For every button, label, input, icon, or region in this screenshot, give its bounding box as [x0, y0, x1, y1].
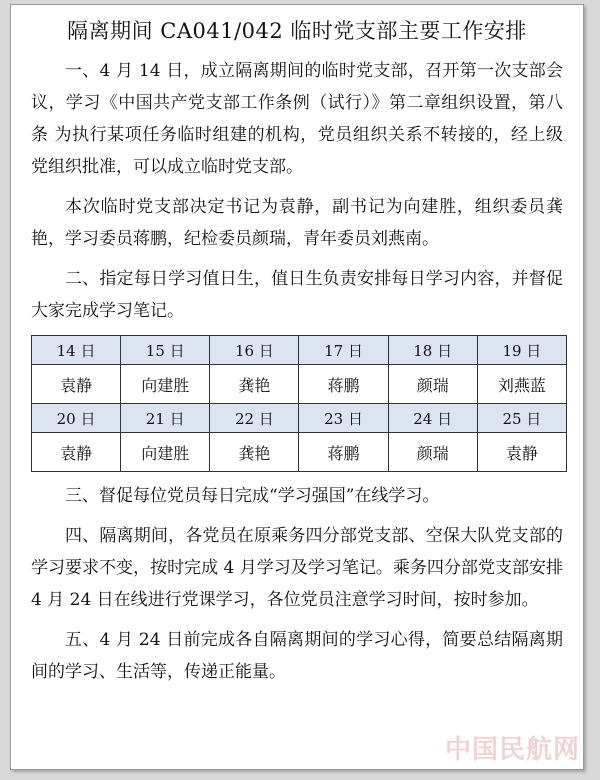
document-page	[10, 4, 584, 770]
date-cell: 16 日	[210, 336, 299, 365]
name-cell: 向建胜	[121, 433, 210, 472]
paragraph-3: 二、指定每日学习值日生，值日生负责安排每日学习内容，并督促大家完成学习笔记。	[31, 269, 563, 321]
duty-schedule-table	[31, 335, 567, 472]
name-cell: 颜瑞	[388, 365, 477, 404]
document-title: 隔离期间 CA041/042 临时党支部主要工作安排	[67, 19, 527, 43]
name-cell: 袁静	[477, 433, 566, 472]
date-cell: 15 日	[121, 336, 210, 365]
date-cell: 22 日	[210, 404, 299, 433]
date-cell: 25 日	[477, 404, 566, 433]
paragraph-2: 本次临时党支部决定书记为袁静，副书记为向建胜，组织委员龚艳，学习委员蒋鹏，纪检委员颜瑞，青年委员刘燕南。	[31, 197, 563, 249]
table-row-dates-week2	[32, 404, 567, 433]
name-cell: 颜瑞	[388, 433, 477, 472]
table-row-names-week2	[32, 433, 567, 472]
date-cell: 23 日	[299, 404, 388, 433]
site-watermark: 中国民航网	[444, 735, 580, 765]
paragraph-1: 一、4 月 14 日，成立隔离期间的临时党支部，召开第一次支部会议，学习《中国共产党支部工作条例（试行）》第二章组织设置，第八条 为执行某项任务临时组建的机构，党员组织关系不转接的，经上级党组织批准，可以成立临时党支部。	[31, 61, 563, 177]
paragraph-6: 五、4 月 24 日前完成各自隔离期间的学习心得，简要总结隔离期间的学习、生活等，传递正能量。	[31, 630, 563, 682]
name-cell: 向建胜	[121, 365, 210, 404]
name-cell: 龚艳	[210, 365, 299, 404]
name-cell: 刘燕蓝	[477, 365, 566, 404]
table-row-dates-week1	[32, 336, 567, 365]
paragraph-4: 三、督促每位党员每日完成“学习强国”在线学习。	[65, 486, 440, 506]
table-row-names-week1	[32, 365, 567, 404]
name-cell: 蒋鹏	[299, 433, 388, 472]
date-cell: 18 日	[388, 336, 477, 365]
date-cell: 21 日	[121, 404, 210, 433]
name-cell: 龚艳	[210, 433, 299, 472]
date-cell: 17 日	[299, 336, 388, 365]
date-cell: 14 日	[32, 336, 121, 365]
date-cell: 19 日	[477, 336, 566, 365]
name-cell: 袁静	[32, 365, 121, 404]
date-cell: 24 日	[388, 404, 477, 433]
name-cell: 袁静	[32, 433, 121, 472]
date-cell: 20 日	[32, 404, 121, 433]
name-cell: 蒋鹏	[299, 365, 388, 404]
paragraph-5: 四、隔离期间，各党员在原乘务四分部党支部、空保大队党支部的学习要求不变，按时完成 4 月学习及学习笔记。乘务四分部党支部安排 4 月 24 日在线进行党课学习，各位党员注意学习时间，按时参加。	[31, 526, 563, 610]
